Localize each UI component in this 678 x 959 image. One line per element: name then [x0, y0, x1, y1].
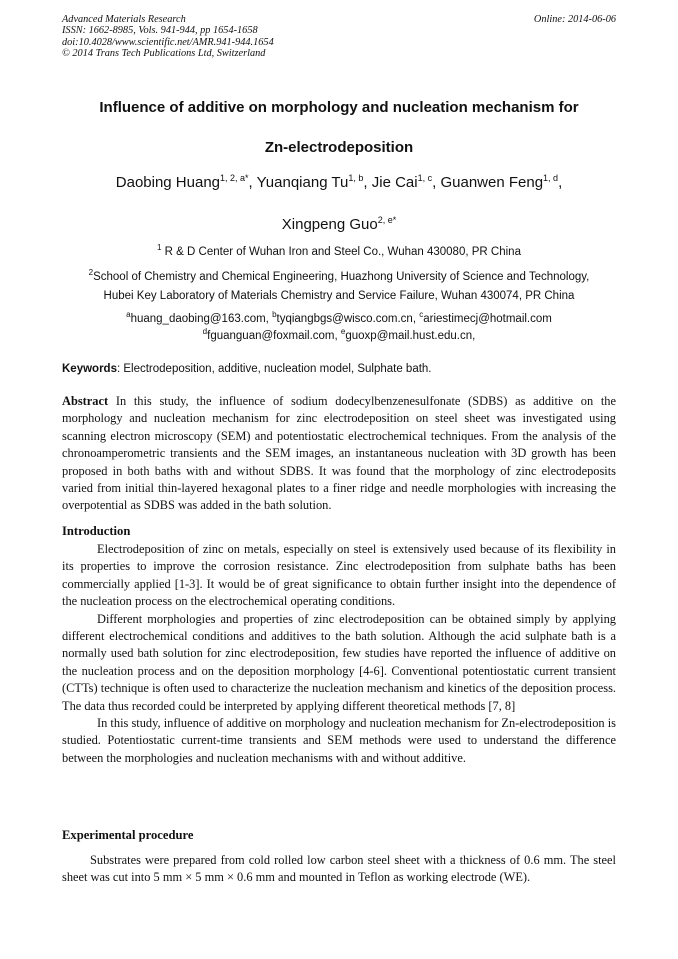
author-separator: ,	[432, 174, 441, 191]
experimental-section	[62, 852, 616, 887]
email-marker: e	[340, 327, 346, 336]
online-date: Online: 2014-06-06	[533, 14, 616, 25]
title-line-1: Influence of additive on morphology and nucleation mechanism for	[99, 99, 579, 116]
email-address: tyqiangbgs@wisco.com.cn,	[276, 313, 420, 325]
author-separator: ,	[558, 174, 563, 191]
affiliation-1	[40, 243, 638, 262]
keywords-label: Keywords	[62, 363, 117, 375]
doi-line: doi:10.4028/www.scientific.net/AMR.941-944.1654	[62, 36, 274, 48]
paper-title	[40, 88, 638, 168]
introduction-paragraph-1: Electrodeposition of zinc on metals, especially on steel is extensively used because of its flexibility in its properties to improve the corrosion resistance. Zinc electrodeposition from sulphate baths has been commercially applied [1-3]. It would be of great significance to obtain further insight into the dependence of the nucleation process on the electrochemical operating conditions.	[62, 542, 616, 609]
affiliation-2	[40, 268, 638, 306]
author-superscript: 2, e*	[377, 215, 397, 225]
keywords-text: : Electrodeposition, additive, nucleation model, Sulphate bath.	[116, 363, 432, 375]
introduction-heading: Introduction	[62, 524, 131, 538]
author-superscript: 1, 2, a*	[220, 173, 249, 183]
affiliation-2-line-2: Hubei Key Laboratory of Materials Chemistry and Service Failure, Wuhan 430074, PR China	[103, 290, 575, 302]
author-line-1	[40, 162, 638, 204]
affiliation-2-line-1	[40, 268, 638, 287]
author-separator: ,	[248, 174, 257, 191]
keywords	[62, 360, 616, 378]
author-superscript: 1, b	[348, 173, 364, 183]
author-name: Guanwen Feng	[440, 174, 544, 191]
email-marker: b	[272, 310, 277, 319]
author-name: Jie Cai	[371, 174, 418, 191]
email-address: huang_daobing@163.com,	[130, 313, 273, 325]
email-line-2	[40, 328, 638, 345]
issn-line: ISSN: 1662-8985, Vols. 941-944, pp 1654-1658	[62, 25, 258, 37]
abstract-paragraph	[62, 393, 616, 515]
journal-header	[62, 14, 616, 60]
author-superscript: 1, d	[543, 173, 559, 183]
abstract	[62, 393, 616, 515]
author-name: Xingpeng Guo	[281, 216, 378, 233]
introduction-paragraph-3: In this study, influence of additive on morphology and nucleation mechanism for Zn-electrodeposition is studied. Potentiostatic current-time transients and SEM methods were used to understand the difference between the morphologies and nucleation mechanisms with and without additive.	[62, 716, 616, 765]
email-line-1	[40, 311, 638, 328]
introduction-paragraph-2: Different morphologies and properties of zinc electrodeposition can be obtained simply by applying different electrochemical conditions and additives to the bath solution. Although the acid sulphate bath is a normally used bath solution for zinc electrodeposition, few studies have reported the influence of additive on the nucleation process and on the deposition morphology [4-6]. Conventional potentiostatic current transient (CTTs) technique is often used to characterize the nucleation mechanism and kinetics of the deposition process. The data thus recorded could be interpreted by applying different theoretical methods [7, 8]	[62, 611, 616, 713]
author-separator: ,	[363, 174, 372, 191]
copyright-line: © 2014 Trans Tech Publications Ltd, Switzerland	[62, 48, 266, 60]
introduction-section	[62, 541, 616, 767]
abstract-label: Abstract	[62, 394, 109, 408]
author-superscript: 1, c	[417, 173, 433, 183]
email-marker: c	[419, 310, 424, 319]
email-address: fguanguan@foxmail.com,	[207, 330, 341, 342]
title-line-2: Zn-electrodeposition	[264, 139, 414, 156]
abstract-text: In this study, the influence of sodium dodecylbenzenesulfonate (SDBS) as additive on the morphology and nucleation mechanism for zinc electrodeposition on steel sheet was investigated using scanning electron microscopy (SEM) and potentiostatic electrochemical techniques. From the analysis of the chronoamperometric transients and the SEM images, an instantaneous nucleation with 3D growth has been proposed in both baths with and without SDBS. It was found that the morphology of zinc electrodeposits varied from initial thin-layered hexagonal plates to a finer ridge and needle morphologies with increasing the overpotential as SDBS was added in the bath solution.	[62, 394, 616, 513]
affiliation-text: School of Chemistry and Chemical Engineering, Huazhong University of Science and Technology,	[93, 271, 590, 283]
author-line-2	[40, 204, 638, 246]
affiliation-marker: 1	[157, 243, 162, 252]
author-name: Daobing Huang	[115, 174, 221, 191]
email-address: ariestimecj@hotmail.com	[423, 313, 552, 325]
email-marker: a	[126, 310, 131, 319]
email-block	[40, 311, 638, 345]
author-list	[40, 162, 638, 246]
email-marker: d	[202, 327, 208, 336]
author-name: Yuanqiang Tu	[256, 174, 349, 191]
experimental-paragraph-1: Substrates were prepared from cold rolled low carbon steel sheet with a thickness of 0.6 mm. The steel sheet was cut into 5 mm × 5 mm × 0.6 mm and mounted in Teflon as working electrode (WE).	[62, 853, 616, 885]
email-address: guoxp@mail.hust.edu.cn,	[345, 330, 476, 342]
experimental-heading: Experimental procedure	[62, 828, 194, 842]
affiliation-marker: 2	[88, 268, 94, 277]
journal-name: Advanced Materials Research	[62, 14, 186, 25]
affiliation-text: R & D Center of Wuhan Iron and Steel Co., Wuhan 430080, PR China	[161, 246, 521, 258]
